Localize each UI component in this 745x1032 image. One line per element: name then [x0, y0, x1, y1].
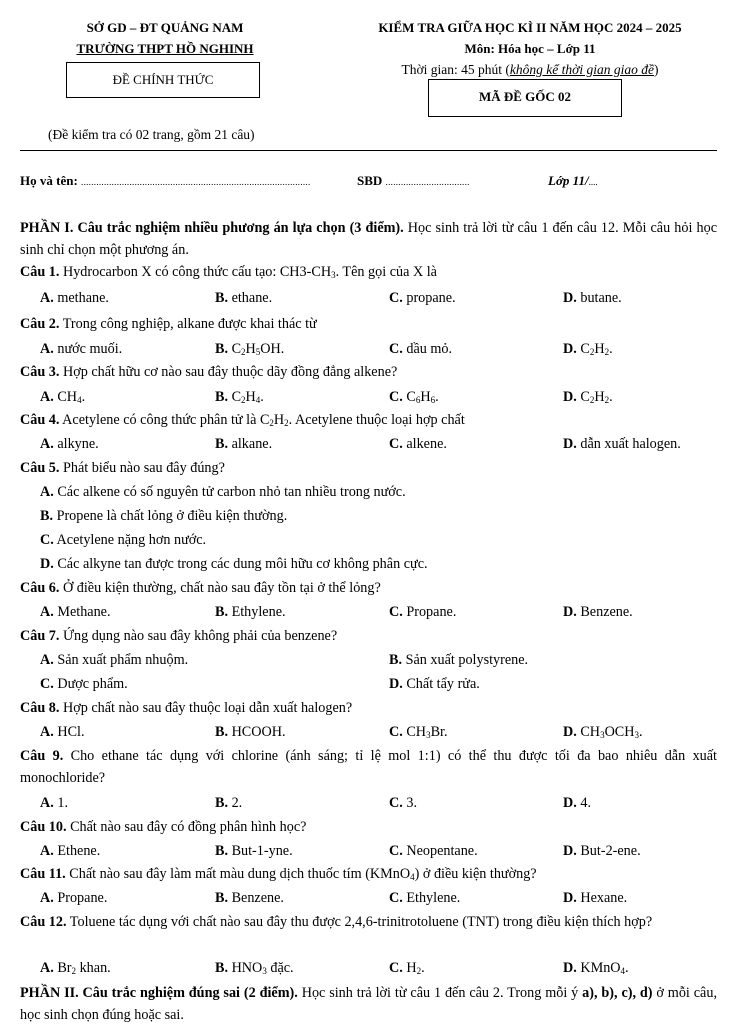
- question-11: [20, 866, 537, 883]
- option-text: Dược phẩm.: [53, 676, 128, 692]
- question-3: [20, 364, 397, 381]
- option-11c[interactable]: [389, 890, 460, 907]
- option-12c[interactable]: [389, 960, 425, 977]
- option-letter: C.: [389, 724, 403, 740]
- option-5c[interactable]: [40, 532, 206, 549]
- option-letter: B.: [215, 290, 229, 306]
- option-text: Ethene.: [53, 843, 101, 859]
- option-letter: D.: [389, 676, 403, 692]
- option-letter: B.: [215, 890, 229, 906]
- option-text: Acetylene nặng hơn nước.: [53, 532, 207, 548]
- option-text: Methane.: [53, 604, 111, 620]
- part1-heading: [20, 217, 717, 261]
- option-text: $C_2H_2$.: [576, 389, 613, 405]
- class-field: ....: [588, 177, 598, 187]
- option-text: $Br_2$ khan.: [53, 960, 111, 976]
- option-3c[interactable]: [389, 389, 439, 406]
- question-label: Câu 2.: [20, 316, 60, 332]
- option-10b[interactable]: [215, 843, 293, 860]
- option-3d[interactable]: [563, 389, 613, 406]
- question-label: Câu 7.: [20, 628, 60, 644]
- question-text: Acetylene có công thức phân tử là $C_2H_2$. Acetylene thuộc loại hợp chất: [59, 412, 465, 428]
- option-9a[interactable]: [40, 795, 68, 812]
- question-text: Trong công nghiệp, alkane được khai thác từ: [59, 316, 317, 332]
- time-prefix: Thời gian: 45 phút (: [401, 62, 510, 77]
- option-letter: A.: [40, 290, 54, 306]
- option-letter: B.: [215, 724, 229, 740]
- option-text: 3.: [402, 795, 417, 811]
- option-5d[interactable]: [40, 556, 428, 573]
- option-text: 4.: [576, 795, 591, 811]
- question-text: Chất nào sau đây có đồng phân hình học?: [66, 819, 307, 835]
- question-label: Câu 9.: [20, 748, 64, 764]
- option-letter: D.: [563, 960, 577, 976]
- name-field: ..........................................................................................: [81, 177, 311, 187]
- option-4b[interactable]: [215, 436, 272, 453]
- option-3b[interactable]: [215, 389, 264, 406]
- official-label: ĐỀ CHÍNH THỨC: [112, 72, 214, 87]
- option-text: alkyne.: [53, 436, 99, 452]
- option-text: dầu mỏ.: [402, 341, 453, 357]
- question-7: [20, 628, 337, 645]
- option-letter: B.: [40, 508, 54, 524]
- option-letter: D.: [563, 436, 577, 452]
- option-letter: A.: [40, 960, 54, 976]
- option-6c[interactable]: [389, 604, 456, 621]
- subject-line: Môn: Hóa học – Lớp 11: [464, 41, 596, 56]
- question-1: [20, 264, 437, 281]
- option-text: Hexane.: [576, 890, 628, 906]
- option-text: $H_2$.: [402, 960, 425, 976]
- option-letter: A.: [40, 604, 54, 620]
- question-text: Hydrocarbon X có công thức cấu tạo: $CH3-CH_3$. Tên gọi của X là: [59, 264, 437, 280]
- option-letter: C.: [389, 890, 403, 906]
- option-text: $CH_4$.: [53, 389, 86, 405]
- pages-note: (Đề kiểm tra có 02 trang, gồm 21 câu): [48, 127, 255, 142]
- option-letter: A.: [40, 389, 54, 405]
- option-text: $C_2H_5OH$.: [228, 341, 285, 357]
- option-4c[interactable]: [389, 436, 447, 453]
- option-letter: C.: [389, 389, 403, 405]
- question-12: [20, 911, 717, 933]
- option-text: Benzene.: [576, 604, 633, 620]
- option-letter: B.: [215, 960, 229, 976]
- option-text: But-2-ene.: [576, 843, 641, 859]
- option-letter: B.: [215, 795, 229, 811]
- option-text: HCOOH.: [228, 724, 286, 740]
- option-text: methane.: [53, 290, 109, 306]
- option-letter: A.: [40, 843, 54, 859]
- option-1a[interactable]: [40, 290, 109, 307]
- option-7c[interactable]: [40, 676, 128, 693]
- option-letter: D.: [563, 843, 577, 859]
- option-letter: A.: [40, 436, 54, 452]
- class-label: Lớp 11/: [548, 173, 589, 188]
- option-8a[interactable]: [40, 724, 85, 741]
- option-text: ethane.: [228, 290, 273, 306]
- option-11b[interactable]: [215, 890, 284, 907]
- option-letter: D.: [563, 389, 577, 405]
- question-4: [20, 412, 465, 429]
- question-label: Câu 4.: [20, 412, 60, 428]
- option-letter: D.: [563, 604, 577, 620]
- option-text: dẫn xuất halogen.: [576, 436, 681, 452]
- option-4d[interactable]: [563, 436, 681, 453]
- option-6b[interactable]: [215, 604, 286, 621]
- option-letter: A.: [40, 652, 54, 668]
- question-text: Ứng dụng nào sau đây không phải của benzene?: [59, 628, 338, 644]
- option-1c[interactable]: [389, 290, 456, 307]
- option-text: 2.: [228, 795, 243, 811]
- option-6a[interactable]: [40, 604, 111, 621]
- official-box: [66, 62, 260, 98]
- option-11a[interactable]: [40, 890, 107, 907]
- question-text: Hợp chất nào sau đây thuộc loại dẫn xuất halogen?: [59, 700, 353, 716]
- question-label: Câu 3.: [20, 364, 60, 380]
- option-text: nước muối.: [53, 341, 123, 357]
- option-6d[interactable]: [563, 604, 633, 621]
- option-text: Chất tẩy rửa.: [402, 676, 480, 692]
- option-letter: C.: [389, 604, 403, 620]
- option-text: Ethylene.: [402, 890, 461, 906]
- question-label: Câu 12.: [20, 914, 67, 930]
- option-letter: B.: [215, 843, 229, 859]
- option-letter: D.: [563, 290, 577, 306]
- question-label: Câu 1.: [20, 264, 60, 280]
- option-11d[interactable]: [563, 890, 627, 907]
- option-text: Benzene.: [228, 890, 284, 906]
- question-2: [20, 316, 317, 333]
- option-12b[interactable]: [215, 960, 294, 977]
- header-divider: [20, 150, 717, 151]
- part2-desc-2: ở mỗi câu, học sinh chọn đúng hoặc sai.: [20, 985, 717, 1023]
- option-text: HCl.: [53, 724, 85, 740]
- option-2c[interactable]: [389, 341, 452, 358]
- option-text: $HNO_3$ đặc.: [228, 960, 294, 976]
- option-text: Propane.: [402, 604, 457, 620]
- part2-heading: [20, 982, 717, 1026]
- option-text: Các alkene có số nguyên tử carbon nhỏ tan nhiều trong nước.: [53, 484, 406, 500]
- option-letter: D.: [563, 795, 577, 811]
- option-7d[interactable]: [389, 676, 480, 693]
- option-10c[interactable]: [389, 843, 478, 860]
- student-info: [20, 173, 311, 189]
- sbd-info: [357, 173, 470, 189]
- option-4a[interactable]: [40, 436, 99, 453]
- option-text: 1.: [53, 795, 68, 811]
- question-8: [20, 700, 352, 717]
- option-2a[interactable]: [40, 341, 122, 358]
- option-letter: A.: [40, 341, 54, 357]
- option-2b[interactable]: [215, 341, 284, 358]
- option-text: alkene.: [402, 436, 447, 452]
- question-5: [20, 460, 225, 477]
- question-6: [20, 580, 381, 597]
- option-8b[interactable]: [215, 724, 286, 741]
- option-8d[interactable]: [563, 724, 643, 741]
- option-text: alkane.: [228, 436, 273, 452]
- exam-code-box: [428, 79, 622, 117]
- option-1b[interactable]: [215, 290, 272, 307]
- option-10a[interactable]: [40, 843, 100, 860]
- time-line: [330, 62, 730, 78]
- question-text: Toluene tác dụng với chất nào sau đây thu được 2,4,6-trinitrotoluene (TNT) trong điều kiện thích hợp?: [66, 914, 653, 930]
- option-text: Các alkyne tan được trong các dung môi hữu cơ không phân cực.: [53, 556, 428, 572]
- option-text: $C_2H_4$.: [228, 389, 264, 405]
- option-5a[interactable]: [40, 484, 406, 501]
- option-text: propane.: [402, 290, 456, 306]
- question-text: Phát biểu nào sau đây đúng?: [59, 460, 225, 476]
- option-letter: C.: [389, 341, 403, 357]
- option-letter: B.: [215, 341, 229, 357]
- option-letter: A.: [40, 484, 54, 500]
- option-1d[interactable]: [563, 290, 622, 307]
- sbd-label: SBD: [357, 173, 383, 188]
- question-label: Câu 11.: [20, 866, 66, 882]
- time-suffix: ): [653, 62, 659, 77]
- option-letter: D.: [40, 556, 54, 572]
- option-10d[interactable]: [563, 843, 641, 860]
- option-letter: C.: [389, 960, 403, 976]
- option-text: $CH_3OCH_3$.: [576, 724, 643, 740]
- question-label: Câu 5.: [20, 460, 60, 476]
- option-12a[interactable]: [40, 960, 111, 977]
- option-9b[interactable]: [215, 795, 242, 812]
- exam-title: KIỂM TRA GIỮA HỌC KÌ II NĂM HỌC 2024 – 2025: [378, 20, 682, 35]
- option-7b[interactable]: [389, 652, 528, 669]
- name-label: Họ và tên:: [20, 173, 78, 188]
- option-text: Propane.: [53, 890, 108, 906]
- option-letter: D.: [563, 341, 577, 357]
- option-text: $CH_3Br$.: [402, 724, 448, 740]
- option-text: $C_6H_6$.: [402, 389, 439, 405]
- option-letter: B.: [215, 436, 229, 452]
- part2-title: PHẦN II. Câu trắc nghiệm đúng sai (2 điểm).: [20, 985, 298, 1001]
- option-letter: C.: [389, 436, 403, 452]
- option-text: KMnO$_4$.: [576, 960, 629, 976]
- option-letter: A.: [40, 795, 54, 811]
- option-letter: C.: [40, 532, 54, 548]
- department-name: SỞ GD – ĐT QUẢNG NAM: [86, 20, 244, 35]
- option-8c[interactable]: [389, 724, 448, 741]
- option-text: Neopentane.: [402, 843, 478, 859]
- option-letter: C.: [40, 676, 54, 692]
- question-label: Câu 6.: [20, 580, 60, 596]
- question-text: Hợp chất hữu cơ nào sau đây thuộc dãy đồng đẳng alkene?: [59, 364, 398, 380]
- option-letter: C.: [389, 843, 403, 859]
- option-9d[interactable]: [563, 795, 591, 812]
- option-letter: B.: [215, 389, 229, 405]
- option-letter: A.: [40, 890, 54, 906]
- option-2d[interactable]: [563, 341, 613, 358]
- question-10: [20, 819, 306, 836]
- option-text: Ethylene.: [228, 604, 286, 620]
- option-text: Sản xuất polystyrene.: [402, 652, 529, 668]
- question-label: Câu 10.: [20, 819, 67, 835]
- sbd-field: .................................: [385, 177, 470, 187]
- option-letter: B.: [215, 604, 229, 620]
- school-name: TRƯỜNG THPT HỒ NGHINH: [76, 41, 254, 56]
- option-3a[interactable]: [40, 389, 85, 406]
- option-letter: D.: [563, 890, 577, 906]
- option-5b[interactable]: [40, 508, 287, 525]
- option-text: But-1-yne.: [228, 843, 293, 859]
- option-12d[interactable]: [563, 960, 629, 977]
- option-7a[interactable]: [40, 652, 188, 669]
- option-text: butane.: [576, 290, 622, 306]
- option-letter: D.: [563, 724, 577, 740]
- part2-desc-1: Học sinh trả lời từ câu 1 đến câu 2. Trong mỗi ý: [297, 985, 583, 1001]
- time-note: không kể thời gian giao đề: [509, 62, 654, 77]
- question-text: Chất nào sau đây làm mất màu dung dịch thuốc tím (KMnO$_4$) ở điều kiện thường?: [65, 866, 537, 882]
- part2-desc-bold: a), b), c), d): [582, 985, 653, 1001]
- option-9c[interactable]: [389, 795, 417, 812]
- option-letter: A.: [40, 724, 54, 740]
- option-text: $C_2H_2$.: [576, 341, 613, 357]
- option-text: Sản xuất phẩm nhuộm.: [53, 652, 189, 668]
- part1-desc: Học sinh trả lời từ câu 1 đến câu 12. Mỗi câu hỏi học sinh chỉ chọn một phương án.: [20, 220, 717, 258]
- option-letter: C.: [389, 795, 403, 811]
- question-label: Câu 8.: [20, 700, 60, 716]
- option-letter: B.: [389, 652, 403, 668]
- question-text: Cho ethane tác dụng với chlorine (ánh sáng; tỉ lệ mol 1:1) có thể thu được tối đa bao nhiêu dẫn xuất monochloride?: [20, 748, 717, 786]
- option-letter: C.: [389, 290, 403, 306]
- option-text: Propene là chất lỏng ở điều kiện thường.: [53, 508, 288, 524]
- class-info: [548, 173, 598, 189]
- part1-title: PHẦN I. Câu trắc nghiệm nhiều phương án lựa chọn (3 điểm).: [20, 220, 404, 236]
- question-text: Ở điều kiện thường, chất nào sau đây tồn tại ở thể lỏng?: [59, 580, 381, 596]
- question-9: [20, 745, 717, 789]
- exam-code: MÃ ĐỀ GỐC 02: [478, 89, 572, 104]
